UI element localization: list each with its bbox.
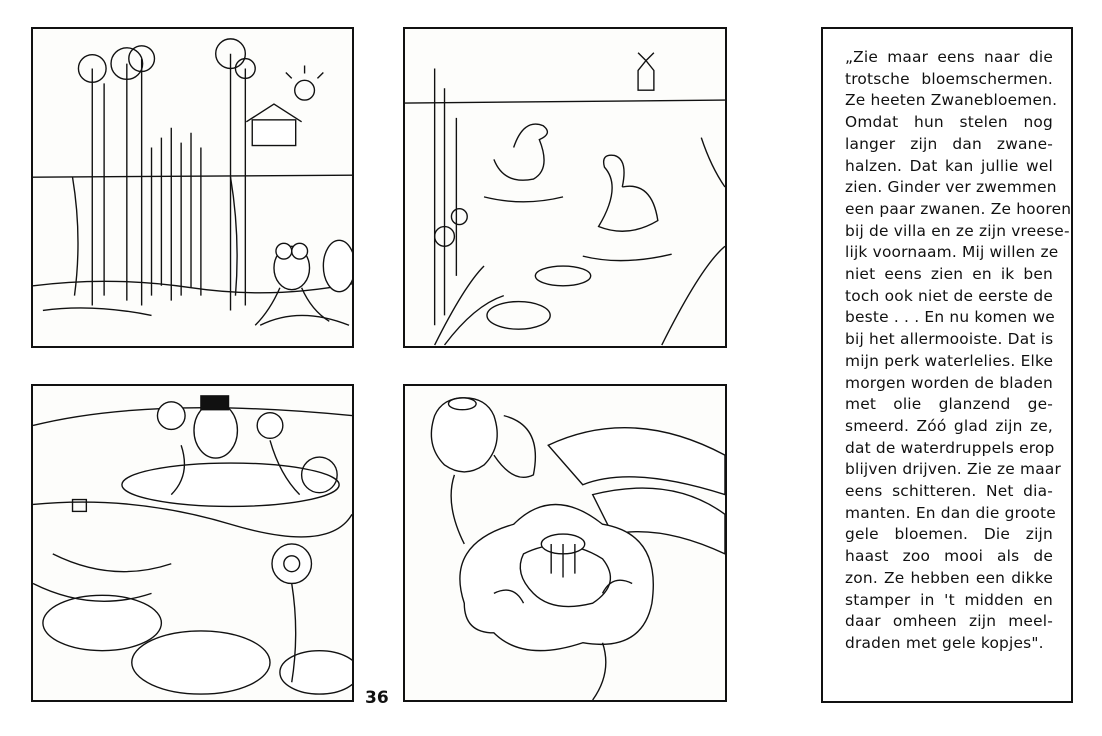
story-line: stamper in 't midden en [845,590,1053,609]
story-line: toch ook niet de eerste de [845,286,1053,305]
story-line: halzen. Dat kan jullie wel [845,156,1053,175]
story-line: niet eens zien en ik ben [845,265,1053,284]
story-line: lijk voornaam. Mij willen ze [845,243,1059,262]
flowering-rush-illustration [33,29,352,346]
story-line: draden met gele kopjes". [845,633,1044,652]
story-line: een paar zwanen. Ze hooren [845,199,1072,218]
story-line: mijn perk waterlelies. Elke [845,351,1054,370]
panel-swans [403,27,727,348]
story-text [845,47,1072,655]
story-line: manten. En dan die groote [845,503,1056,522]
panel-lily-pad-ride [31,384,354,702]
story-line: „Zie maar eens naar die [845,48,1053,66]
story-line: beste . . . En nu komen we [845,308,1055,327]
story-line: daar omheen zijn meel- [845,612,1053,631]
story-line: langer zijn dan zwane- [845,134,1053,153]
story-line: dat de waterdruppels erop [845,438,1055,457]
panel-water-lily-flowers [403,384,727,702]
story-line: eens schitteren. Net dia- [845,482,1053,501]
story-line: gele bloemen. Die zijn [845,525,1053,544]
story-line: met olie glanzend ge- [845,395,1053,414]
story-line: trotsche bloemschermen. [845,69,1053,88]
story-line: zien. Ginder ver zwemmen [845,178,1057,197]
story-text-box [821,27,1073,703]
story-line: smeerd. Zóó glad zijn ze, [845,416,1053,435]
story-line: haast zoo mooi als de [845,547,1053,566]
story-line: zon. Ze hebben een dikke [845,568,1053,587]
swans-illustration [405,29,725,346]
story-line: bij de villa en ze zijn vreese- [845,221,1070,240]
water-lily-flowers-illustration [405,386,725,700]
story-line: Ze heeten Zwanebloemen. [845,91,1058,110]
story-line: morgen worden de bladen [845,373,1053,392]
story-line: blijven drijven. Zie ze maar [845,460,1061,479]
page-number: 36 [365,688,389,708]
lily-pad-ride-illustration [33,386,352,700]
story-line: bij het allermooiste. Dat is [845,330,1054,349]
story-line: Omdat hun stelen nog [845,113,1053,132]
panel-flowering-rush [31,27,354,348]
